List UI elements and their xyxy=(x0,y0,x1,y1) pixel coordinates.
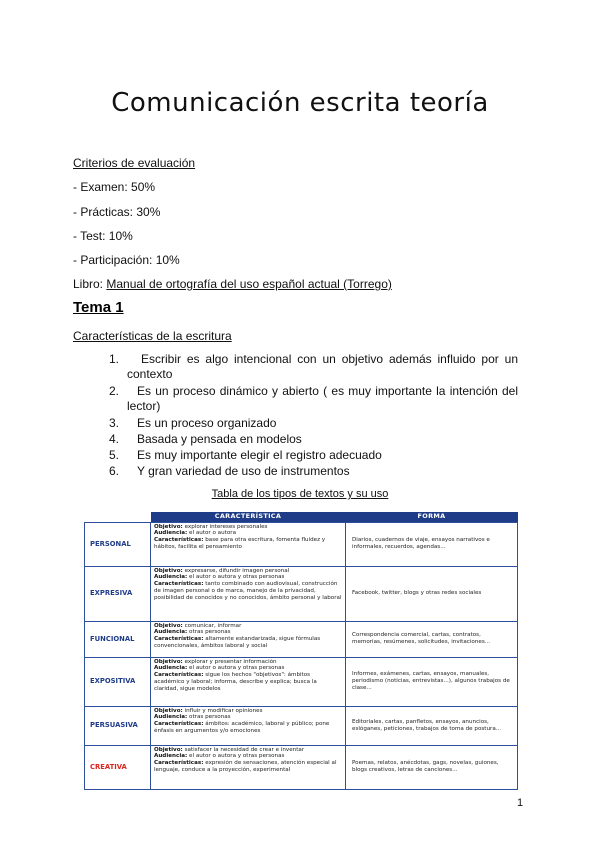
criteria-item: - Test: 10% xyxy=(73,229,133,243)
objetivo-label: Objetivo: xyxy=(154,523,183,530)
page-number: 1 xyxy=(517,797,524,809)
table-row xyxy=(85,706,518,745)
caracteristicas-label: Características: xyxy=(154,721,204,728)
page-title: Comunicación escrita teoría xyxy=(111,88,489,118)
objetivo-value: comunicar, informar xyxy=(182,622,242,629)
table-row xyxy=(85,566,518,621)
list-item-text: Es un proceso organizado xyxy=(137,416,277,430)
objetivo-label: Objetivo: xyxy=(154,567,183,574)
objetivo-value: explorar y presentar información xyxy=(182,658,277,665)
table-row xyxy=(85,621,518,657)
list-item-text: Es muy importante elegir el registro adecuado xyxy=(137,448,382,462)
audiencia-value: otras personas xyxy=(187,629,231,636)
list-item-text: Es un proceso dinámico y abierto ( es muy importante la intención del lector) xyxy=(127,384,518,413)
forma-cell: Facebook, twitter, blogs y otras redes sociales xyxy=(346,566,518,621)
audiencia-value: otras personas xyxy=(187,714,231,721)
forma-cell: Editoriales, cartas, panfletos, ensayos, anuncios, eslóganes, peticiones, trabajos de toma de postura... xyxy=(346,706,518,745)
audiencia-label: Audiencia: xyxy=(154,629,188,636)
caracteristicas-label: Características: xyxy=(154,636,204,643)
text-type: CREATIVA xyxy=(85,745,151,789)
caracteristicas-value: ámbitos: académico, laboral y público; pone énfasis en argumentos y/o emociones xyxy=(154,721,330,735)
tema-heading: Tema 1 xyxy=(73,299,124,316)
forma-cell: Diarios, cuadernos de viaje, ensayos narrativos e informales, recuerdos, agendas... xyxy=(346,522,518,566)
caracteristicas-label: Características: xyxy=(154,672,204,679)
list-item-number: 1. xyxy=(109,352,120,366)
characteristics-cell xyxy=(151,621,346,657)
characteristics-cell xyxy=(151,706,346,745)
header-forma: FORMA xyxy=(346,512,518,522)
objetivo-label: Objetivo: xyxy=(154,707,183,714)
audiencia-value: el autor o autora y otras personas xyxy=(187,753,285,760)
characteristics-cell xyxy=(151,657,346,706)
characteristics-cell xyxy=(151,522,346,566)
objetivo-label: Objetivo: xyxy=(154,746,183,753)
caracteristicas-label: Características: xyxy=(154,537,204,544)
book-line xyxy=(73,277,392,291)
book-title: Manual de ortografía del uso español actual (Torrego) xyxy=(106,277,392,291)
audiencia-label: Audiencia: xyxy=(154,665,188,672)
caracteristicas-value: sigue los hechos "objetivos": ámbitos académico y laboral; informa, describe y explica; busca la claridad, sigue modelos xyxy=(154,672,317,693)
criteria-heading: Criterios de evaluación xyxy=(73,156,196,170)
objetivo-label: Objetivo: xyxy=(154,658,183,665)
text-type: PERSUASIVA xyxy=(85,706,151,745)
audiencia-label: Audiencia: xyxy=(154,714,188,721)
objetivo-value: influir y modificar opiniones xyxy=(182,707,263,714)
objetivo-value: explorar intereses personales xyxy=(182,523,268,530)
table-header-row xyxy=(85,512,518,522)
text-type: PERSONAL xyxy=(85,522,151,566)
list-item-text: Escribir es algo intencional con un objetivo además influido por un contexto xyxy=(127,352,518,381)
list-item-number: 2. xyxy=(109,384,120,398)
list-item-number: 4. xyxy=(109,432,120,446)
objetivo-value: expresarse, difundir imagen personal xyxy=(182,567,290,574)
section-heading: Características de la escritura xyxy=(73,329,232,343)
table-row xyxy=(85,657,518,706)
forma-cell: Informes, exámenes, cartas, ensayos, manuales, periodismo (noticias, entrevistas...), algunos trabajos de clase... xyxy=(346,657,518,706)
book-label: Libro: xyxy=(73,277,107,291)
text-type: EXPRESIVA xyxy=(85,566,151,621)
caracteristicas-value: tanto combinado con audiovisual, construcción de imagen personal o de marca, manejo de la privacidad, posibilidad de conocidos y no conocidos, ámbito personal y laboral xyxy=(154,581,342,602)
caracteristicas-label: Características: xyxy=(154,760,204,767)
criteria-item: - Participación: 10% xyxy=(73,253,180,267)
audiencia-value: el autor o autora y otras personas xyxy=(187,574,285,581)
header-caracteristica: CARACTERÍSTICA xyxy=(151,512,346,522)
list-item-number: 6. xyxy=(109,464,120,478)
caracteristicas-label: Características: xyxy=(154,581,204,588)
caracteristicas-value: altamente estandarizada, sigue fórmulas convencionales, ámbitos laboral y social xyxy=(154,636,321,650)
list-item-text: Y gran variedad de uso de instrumentos xyxy=(137,464,350,478)
characteristics-cell xyxy=(151,745,346,789)
list-item-number: 3. xyxy=(109,416,120,430)
objetivo-label: Objetivo: xyxy=(154,622,183,629)
audiencia-value: el autor o autora xyxy=(187,530,237,537)
table-row xyxy=(85,745,518,789)
forma-cell: Poemas, relatos, anécdotas, gags, novelas, guiones, blogs creativos, letras de canciones... xyxy=(346,745,518,789)
audiencia-value: el autor o autora y otras personas xyxy=(187,665,285,672)
caracteristicas-value: base para otra escritura, fomenta fluidez y hábitos, facilita el pensamiento xyxy=(154,537,326,551)
audiencia-label: Audiencia: xyxy=(154,530,188,537)
forma-cell: Correspondencia comercial, cartas, contratos, memorias, resúmenes, solicitudes, invitaciones... xyxy=(346,621,518,657)
caracteristicas-value: expresión de sensaciones, atención especial al lenguaje, conduce a la proyección, experimental xyxy=(154,760,337,774)
audiencia-label: Audiencia: xyxy=(154,753,188,760)
text-types-table xyxy=(84,512,518,790)
list-item-number: 5. xyxy=(109,448,120,462)
table-row xyxy=(85,522,518,566)
table-header-empty xyxy=(85,512,151,522)
table-caption: Tabla de los tipos de textos y su uso xyxy=(211,488,389,500)
text-type: FUNCIONAL xyxy=(85,621,151,657)
criteria-item: - Prácticas: 30% xyxy=(73,205,161,219)
characteristics-cell xyxy=(151,566,346,621)
text-type: EXPOSITIVA xyxy=(85,657,151,706)
criteria-item: - Examen: 50% xyxy=(73,180,156,194)
list-item-text: Basada y pensada en modelos xyxy=(137,432,302,446)
audiencia-label: Audiencia: xyxy=(154,574,188,581)
objetivo-value: satisfacer la necesidad de crear e inventar xyxy=(182,746,305,753)
